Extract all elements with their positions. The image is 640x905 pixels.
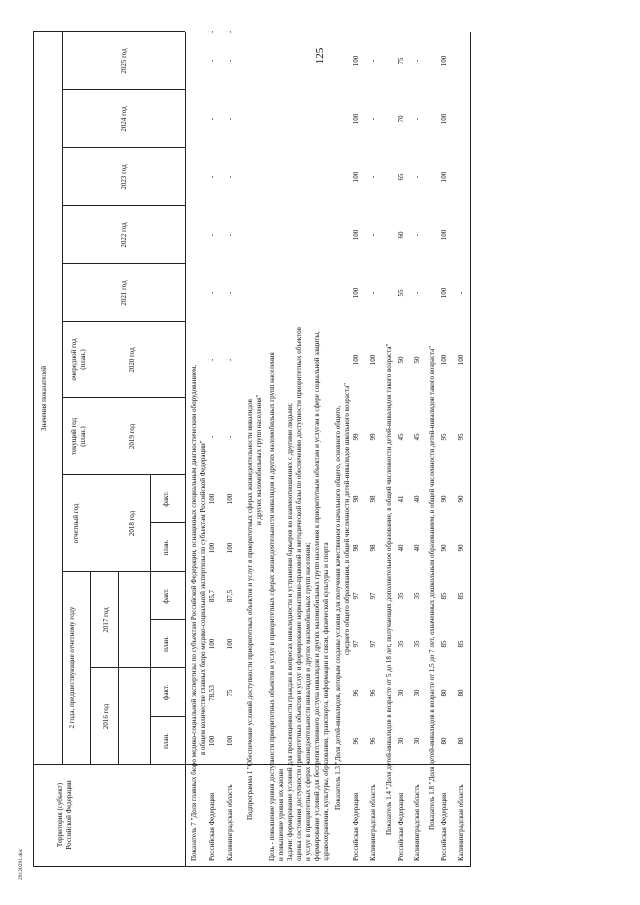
row-value: 100 — [226, 542, 234, 554]
y2023-border — [62, 205, 185, 206]
year-2024: 2024 год — [120, 106, 128, 132]
current-year-header: текущий год (план.) — [70, 417, 87, 456]
subprogram-1-title-2: и других маломобильных групп населения" — [255, 394, 263, 525]
row-value: 87,5 — [226, 589, 234, 603]
row-value: 97 — [369, 592, 377, 600]
page-number: 125 — [314, 47, 326, 65]
row-value: 80 — [440, 737, 448, 745]
plan-fact-line — [150, 475, 151, 765]
row-value: 100 — [352, 229, 360, 241]
plan-2016: план. — [162, 733, 170, 749]
row-value: 95 — [457, 433, 465, 441]
row-value: - — [369, 233, 377, 237]
row-value: - — [369, 175, 377, 179]
row-value: - — [208, 358, 216, 362]
row-value: 80 — [440, 689, 448, 697]
values-title-line — [62, 32, 63, 765]
row-value: 35 — [397, 592, 405, 600]
year-2021: 2021 год — [120, 280, 128, 306]
row-value: 97 — [352, 592, 360, 600]
row-value: - — [226, 175, 234, 179]
tasks-text-5: здравоохранения, культуры, образования, транспорта, информации и связи, физической культуры и спорта — [322, 542, 330, 861]
row-value: - — [208, 30, 216, 34]
row-value: 45 — [413, 433, 421, 441]
row-value: 98 — [352, 544, 360, 552]
row-value: 100 — [352, 287, 360, 299]
row-value: 50 — [397, 356, 405, 364]
next-year-header: очередной год (план.) — [70, 338, 87, 381]
row-value: 100 — [352, 113, 360, 125]
tasks-text-3: и услуг в приоритетных сферах жизнедеятельности инвалидов и других маломобильных групп населения; — [304, 542, 312, 861]
row-value: 80 — [457, 737, 465, 745]
row-value: 90 — [457, 544, 465, 552]
year-groups-line — [90, 572, 91, 765]
left-border — [33, 866, 470, 867]
header-bottom-border — [185, 32, 186, 867]
row-value: 100 — [208, 735, 216, 747]
table-bottom-border — [470, 32, 471, 867]
year-2017: 2017 год — [102, 607, 110, 633]
right-border — [33, 31, 185, 32]
row-value: 100 — [440, 354, 448, 366]
row-value: 41 — [397, 495, 405, 503]
row-value: 100 — [352, 55, 360, 67]
row-value: - — [413, 117, 421, 121]
tasks-text-1: Задачи: формирование условий для просвещенности граждан в вопросах инвалидности и устранения барьеров во взаимоотношениях с другими людьми; — [286, 403, 294, 861]
territory-header: Территория (субъект) Российской Федерации — [56, 780, 73, 850]
indicator-1-3-caption: Показатель 1.3 "Доля детей-инвалидов, которым созданы условия для получения качественного начального общего, основного общего, — [334, 405, 342, 810]
years-line — [118, 572, 119, 765]
document-code: 29120291.doc — [18, 848, 24, 880]
row-value: - — [413, 175, 421, 179]
row-value: - — [208, 175, 216, 179]
row-value: - — [369, 291, 377, 295]
year-2020: 2020 год — [128, 347, 136, 373]
row-value: 75 — [226, 689, 234, 697]
goal-text-2: и повышение уровня их жизни — [277, 769, 285, 861]
row-value: - — [226, 358, 234, 362]
row-value: 65 — [397, 173, 405, 181]
row-value: - — [226, 117, 234, 121]
row-value: - — [226, 30, 234, 34]
row-value: 96 — [369, 689, 377, 697]
row-value: 50 — [413, 356, 421, 364]
row-value: 100 — [440, 55, 448, 67]
year-2023: 2023 год — [120, 164, 128, 190]
fact-2017: факт. — [162, 588, 170, 604]
row-value: 100 — [440, 113, 448, 125]
row-value: 30 — [397, 737, 405, 745]
row-value: - — [413, 233, 421, 237]
row-value: 30 — [397, 689, 405, 697]
row-value: 95 — [440, 433, 448, 441]
row-territory: Российская Федерация — [352, 792, 360, 861]
row-value: 100 — [440, 229, 448, 241]
row-value: 55 — [397, 289, 405, 297]
row-value: 90 — [440, 495, 448, 503]
tasks-text-2: оценка состояния доступности приоритетных объектов и услуг и формирование нормативно-правовой и методической базы по обеспечению доступности приоритетных объектов — [295, 327, 303, 861]
prev2-years-header: 2 года, предшествующие отчетному году — [68, 606, 76, 729]
row-value: 96 — [369, 737, 377, 745]
row-value: 85 — [440, 640, 448, 648]
row-value: 30 — [413, 737, 421, 745]
table-top-border — [33, 32, 34, 867]
row-value: - — [413, 291, 421, 295]
row-value: 90 — [440, 544, 448, 552]
row-value: 100 — [226, 493, 234, 505]
plan-2017: план. — [162, 636, 170, 652]
row-value: 98 — [369, 544, 377, 552]
row-value: - — [226, 435, 234, 439]
plan-2018: план. — [162, 539, 170, 556]
year-2022: 2022 год — [120, 222, 128, 248]
row-territory: Калининградская область — [457, 784, 465, 861]
row-value: 100 — [457, 354, 465, 366]
row-territory: Калининградская область — [413, 784, 421, 861]
row-value: - — [208, 291, 216, 295]
row-value: 100 — [440, 287, 448, 299]
row-value: 98 — [352, 495, 360, 503]
row-value: 85,7 — [208, 589, 216, 603]
row-value: - — [208, 117, 216, 121]
row-value: - — [413, 59, 421, 63]
row-value: 40 — [397, 544, 405, 552]
row-territory: Российская Федерация — [208, 792, 216, 861]
row-value: 99 — [369, 433, 377, 441]
next-year-border — [62, 397, 185, 398]
y2021-border — [62, 321, 185, 322]
row-value: - — [369, 59, 377, 63]
indicator-1-4-caption: Показатель 1.4 "Доля детей-инвалидов в возрасте от 5 до 18 лет, получающих дополнительное образование, в общей численности детей-инвалидов такого возраста" — [385, 343, 393, 835]
indicator-7-caption-2: в общем количестве главных бюро медико-социальной экспертизы по субъектам Российской Федерации" — [199, 440, 207, 755]
row-value: 85 — [457, 592, 465, 600]
row-value: 45 — [397, 433, 405, 441]
y2024-border — [62, 147, 185, 148]
row-value: 35 — [413, 592, 421, 600]
row-value: 100 — [226, 735, 234, 747]
row-territory: Российская Федерация — [440, 792, 448, 861]
row-value: 85 — [457, 640, 465, 648]
fact-2018: факт. — [162, 491, 170, 507]
row-value: 30 — [413, 689, 421, 697]
row-territory: Калининградская область — [369, 784, 377, 861]
year-2019: 2019 год — [128, 423, 136, 450]
row-value: 75 — [397, 57, 405, 65]
row-value: 97 — [369, 640, 377, 648]
year-2018: 2018 год — [128, 510, 136, 537]
tasks-text-4: формирование условий для беспрепятственного доступа инвалидов и других маломобильных групп населения к приоритетным объектам и услугам в сфере социальной защиты, — [313, 331, 321, 861]
row-value: 99 — [352, 433, 360, 441]
row-territory: Российская Федерация — [397, 792, 405, 861]
row-value: 85 — [440, 592, 448, 600]
indicator-7-caption: Показатель 7 "Доля главных бюро медико-социальной экспертизы по субъектам Российской Федерации, оснащенных специальным диагностическим оборудованием, — [190, 364, 198, 861]
row-value: 100 — [440, 171, 448, 183]
row-value: - — [457, 291, 465, 295]
row-value: - — [369, 117, 377, 121]
row-value: - — [208, 435, 216, 439]
values-title: Значения показателей — [40, 365, 48, 432]
y2022-border — [62, 263, 185, 264]
row-value: 70 — [397, 115, 405, 123]
row-value: 100 — [208, 493, 216, 505]
row-value: - — [208, 59, 216, 63]
y2025-border — [62, 89, 185, 90]
year-2025: 2025 год — [120, 48, 128, 74]
row-value: 100 — [352, 354, 360, 366]
row-value: - — [226, 291, 234, 295]
row-value: 98 — [369, 495, 377, 503]
year-2016: 2016 год — [102, 703, 110, 730]
indicator-1-3-caption-2: среднего общего образования, в общей численности детей-инвалидов школьного возраста" — [343, 382, 351, 655]
row-value: - — [226, 59, 234, 63]
row-value: 80 — [457, 689, 465, 697]
row-value: 100 — [208, 542, 216, 554]
indicator-1-8-caption: Показатель 1.8 "Доля детей-инвалидов в возрасте от 1,5 до 7 лет, охваченных дошкольным образованием, в общей численности детей-инвалидов такого возраста" — [428, 345, 436, 830]
row-value: 40 — [413, 495, 421, 503]
row-value: 100 — [226, 638, 234, 650]
row-value: 60 — [397, 231, 405, 239]
row-value: 78,53 — [208, 685, 216, 701]
row-value: 40 — [413, 544, 421, 552]
subprogram-1-title: Подпрограмма 1 "Обеспечение условий доступности приоритетных объектов и услуг в приоритетных сферах жизнедеятельности инвалидов — [246, 399, 254, 820]
row-value: 96 — [352, 689, 360, 697]
row-value: 97 — [352, 640, 360, 648]
row-value: 96 — [352, 737, 360, 745]
row-value: 35 — [413, 640, 421, 648]
row-territory: Калининградская область — [226, 784, 234, 861]
report-year-header: отчетный год — [72, 503, 80, 544]
row-value: 90 — [457, 495, 465, 503]
row-value: 100 — [369, 354, 377, 366]
fact-2016: факт. — [162, 684, 170, 701]
row-value: 35 — [397, 640, 405, 648]
row-value: - — [208, 233, 216, 237]
row-value: 100 — [208, 638, 216, 650]
row-value: - — [226, 233, 234, 237]
row-value: 100 — [352, 171, 360, 183]
goal-text: Цель - повышение уровня доступности приоритетных объектов и услуг в приоритетных сферах жизнедеятельности инвалидов и других маломобильных групп населения — [268, 352, 276, 861]
